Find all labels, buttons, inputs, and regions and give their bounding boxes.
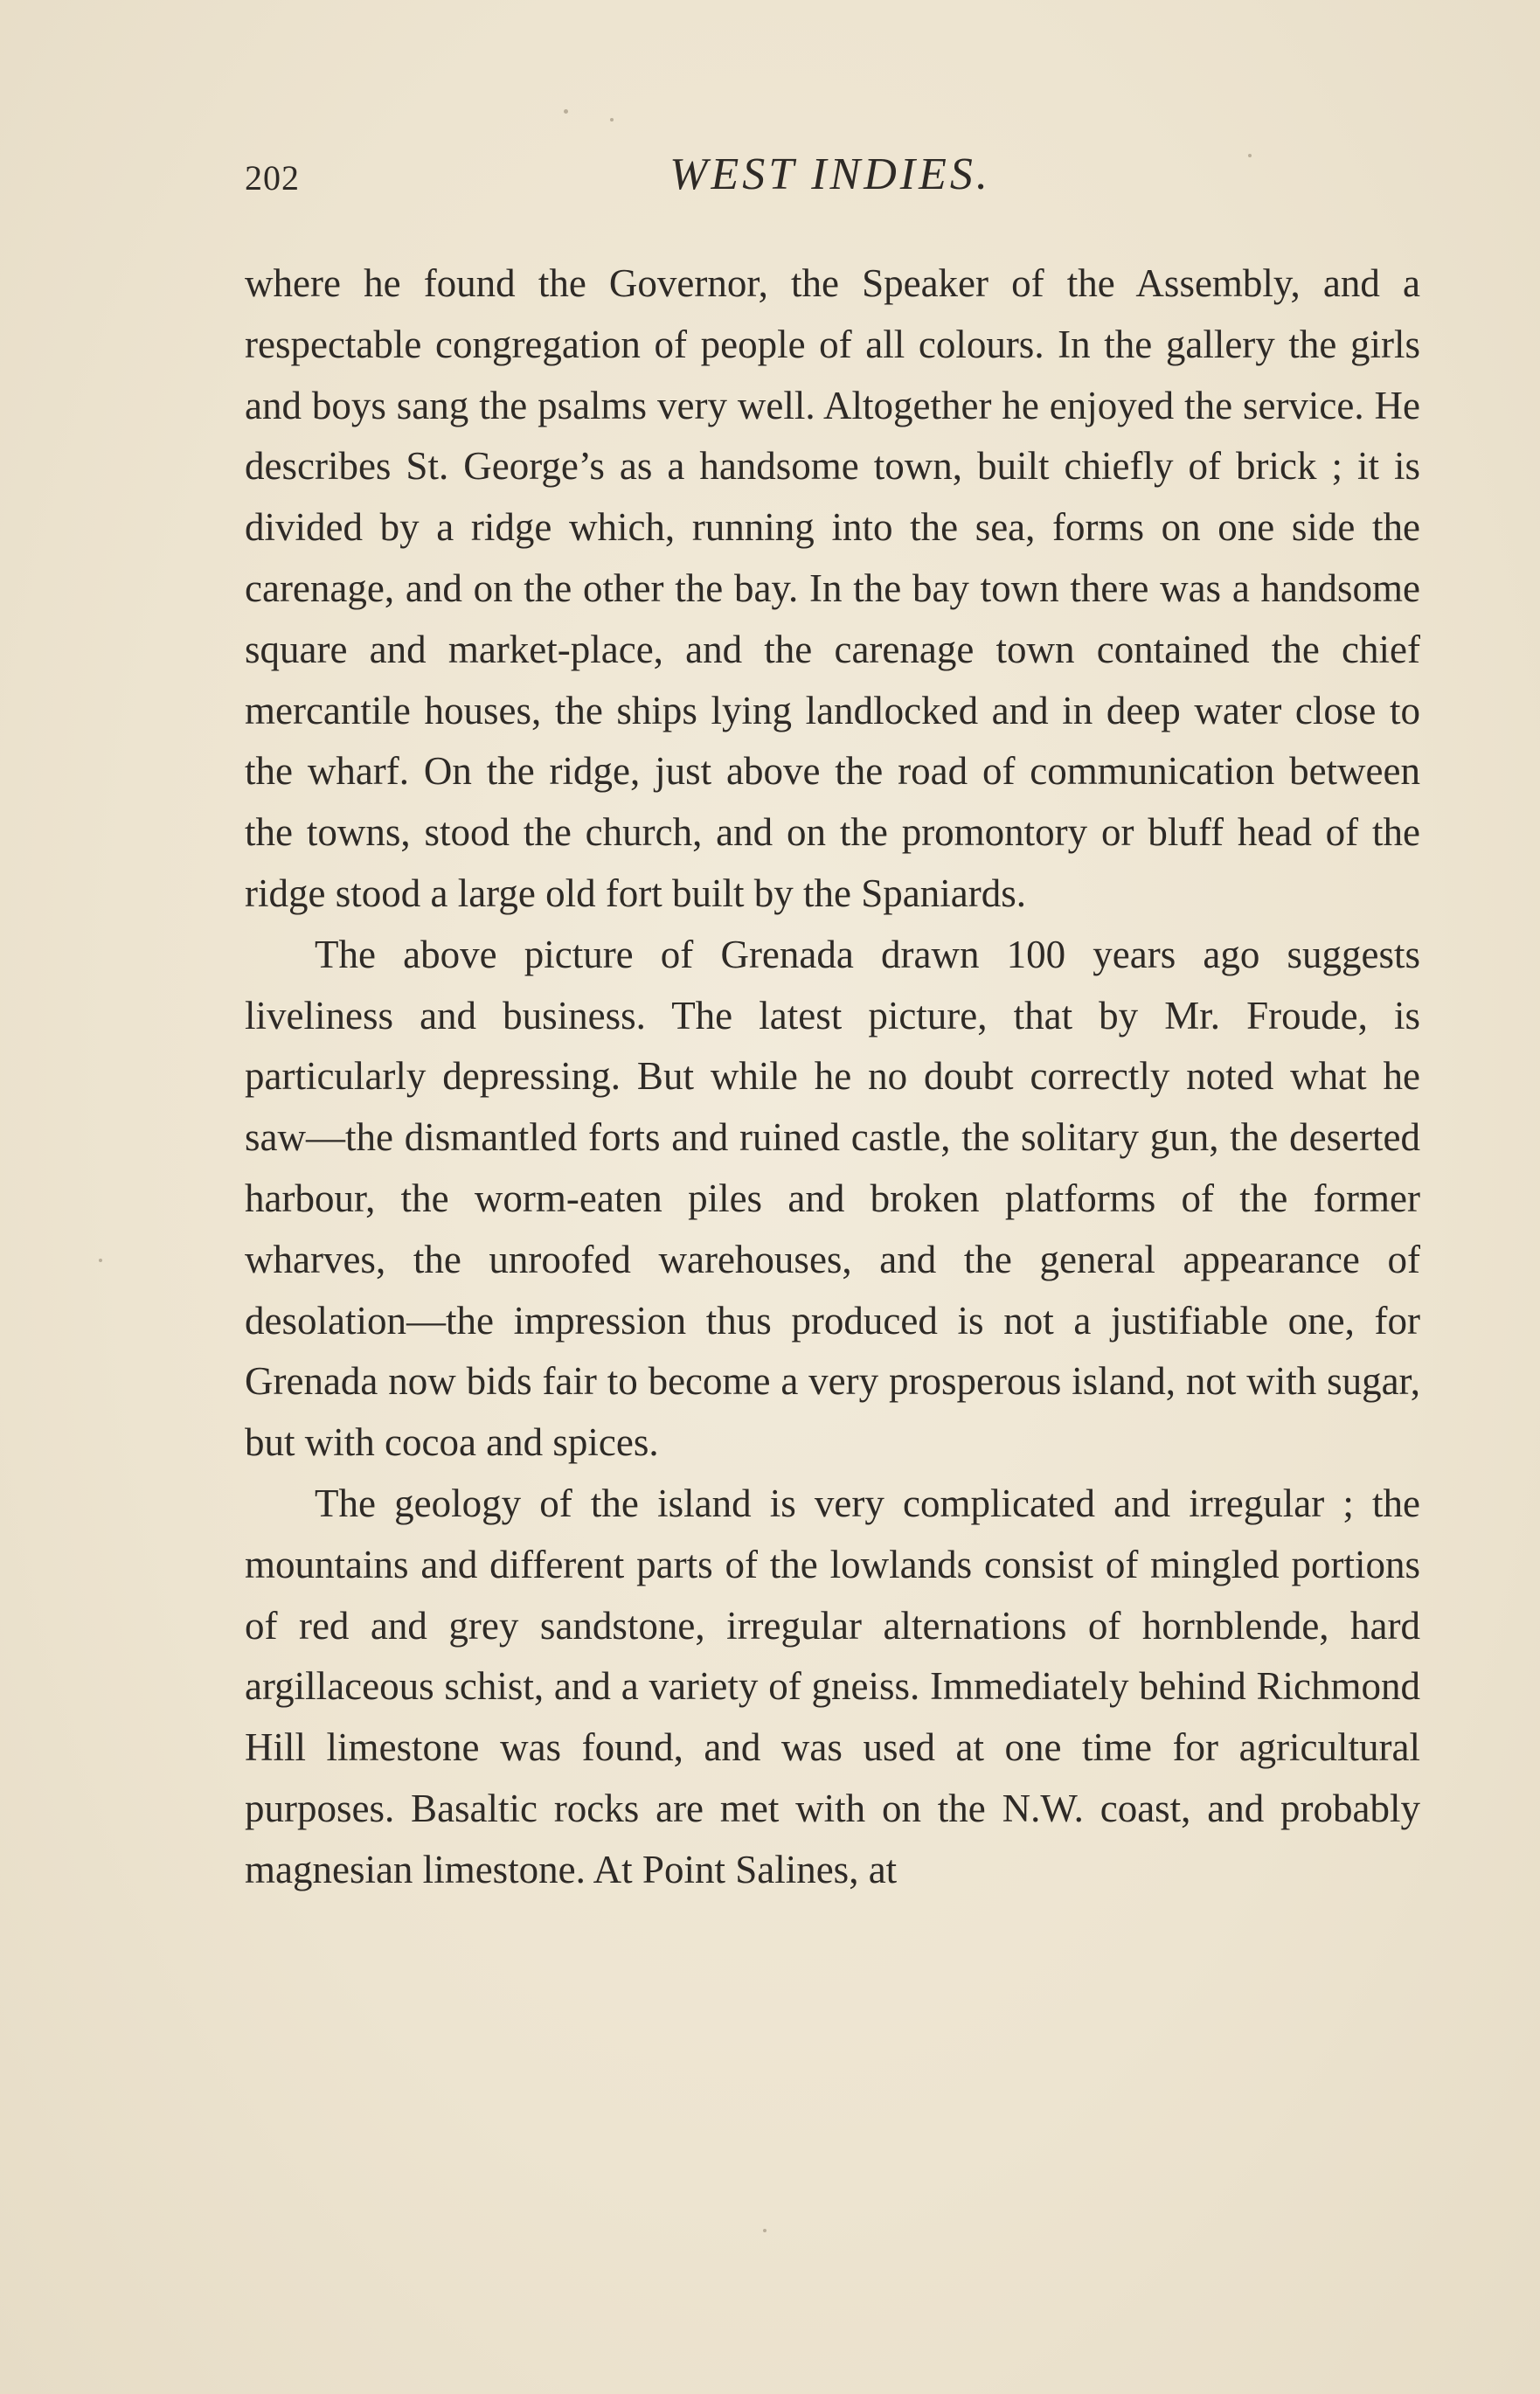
page-header	[245, 149, 1416, 210]
paper-speck	[763, 2229, 767, 2232]
paper-speck	[564, 109, 568, 114]
paragraph-geology: The geology of the island is very complicated and irregular ; the mountains and different parts of the lowlands consist of mingled portions of red and grey sandstone, irregular alternations of hornblende, hard argillaceous schist, and a variety of gneiss. Immediately behind Richmond Hill limestone was found, and was used at one time for agricultural purposes. Basaltic rocks are met with on the N.W. coast, and probably magnesian limestone. At Point Salines, at	[245, 1481, 1420, 1891]
paper-speck	[99, 1259, 102, 1262]
paragraph-grenada-picture: The above picture of Grenada drawn 100 years ago suggests liveliness and business. The latest picture, that by Mr. Froude, is particularly depressing. But while he no doubt correctly noted what he saw—the dismantled forts and ruined castle, the solitary gun, the deserted harbour, the worm-eaten piles and broken platforms of the former wharves, the unroofed warehouses, and the general appearance of desolation—the impression thus produced is not a justifiable one, for Grenada now bids fair to become a very prosperous island, not with sugar, but with cocoa and spices.	[245, 932, 1420, 1465]
body-text	[245, 253, 1420, 1901]
running-head: WEST INDIES.	[669, 149, 991, 199]
paper-speck	[610, 118, 614, 121]
page-number: 202	[245, 158, 300, 198]
paragraph-continued: where he found the Governor, the Speaker of the Assembly, and a respectable congregation of people of all colours. In the gallery the girls and boys sang the psalms very well. Altogether he enjoyed the service. He describes St. George’s as a handsome town, built chiefly of brick ; it is divided by a ridge which, running into the sea, forms on one side the carenage, and on the other the bay. In the bay town there was a handsome square and market-place, and the carenage town contained the chief mercantile houses, the ships lying landlocked and in deep water close to the wharf. On the ridge, just above the road of communication between the towns, stood the church, and on the promontory or bluff head of the ridge stood a large old fort built by the Spaniards.	[245, 261, 1420, 915]
